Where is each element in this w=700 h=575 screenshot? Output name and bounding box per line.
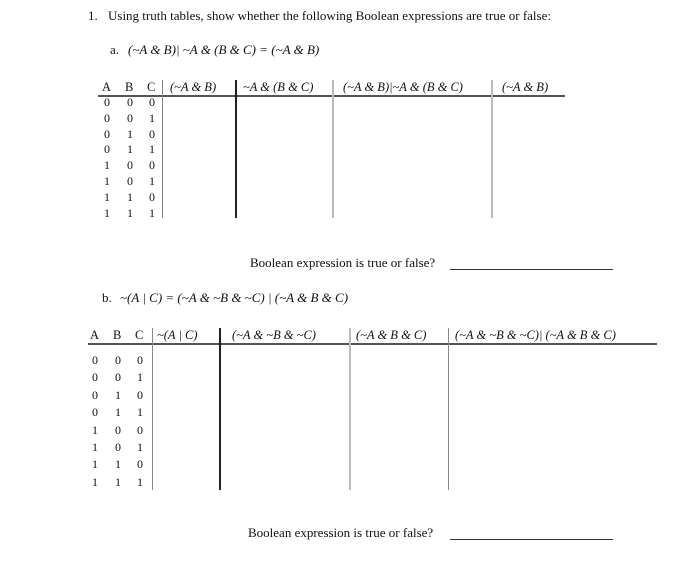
truth-value-cell: 1 [137,440,143,454]
truth-value-cell: 0 [92,387,98,402]
truth-value-cell: 1 [137,370,143,385]
truth-value-cell: 1 [92,422,98,437]
column-divider [219,328,221,490]
truth-value-cell: 0 [92,405,98,420]
truth-value-cell: 0 [115,353,121,367]
truth-value-cell: 1 [104,189,110,204]
header-c: C [147,80,156,94]
header-b: B [113,328,122,342]
truth-value-cell: 1 [149,174,155,188]
truth-value-cell: 0 [137,422,143,437]
column-divider [162,80,163,218]
column-divider [332,80,334,218]
truth-value-cell: 1 [92,457,98,472]
truth-value-cell: 0 [115,370,121,385]
truth-value-cell: 1 [104,205,110,220]
part-a-prompt: Boolean expression is true or false? [250,255,436,270]
truth-value-cell: 1 [127,189,133,204]
truth-value-cell: 0 [137,353,143,367]
part-a-expression: (~A & B)| ~A & (B & C) = (~A & B) [128,42,320,57]
truth-value-cell: 0 [137,457,143,472]
truth-value-cell: 1 [115,457,121,472]
part-a-answer-blank[interactable] [450,269,613,270]
truth-value-cell: 0 [104,110,110,125]
truth-value-cell: 1 [149,205,155,220]
truth-value-cell: 1 [104,158,110,173]
question-number: 1. [88,8,98,23]
truth-value-cell: 0 [115,440,121,454]
truth-value-cell: 1 [127,205,133,220]
truth-value-cell: 1 [137,474,143,489]
truth-value-cell: 0 [104,142,110,157]
header-col2: ~A & (B & C) [243,80,314,94]
header-col4: (~A & B) [502,80,549,94]
part-b-prompt: Boolean expression is true or false? [248,525,434,540]
truth-value-cell: 0 [149,126,155,141]
truth-value-cell: 0 [127,95,133,109]
truth-value-cell: 0 [127,174,133,188]
truth-value-cell: 1 [149,142,155,157]
truth-value-cell: 1 [137,405,143,420]
header-b: B [125,80,134,94]
truth-value-cell: 1 [104,174,110,188]
truth-value-cell: 1 [115,405,121,420]
question-text: Using truth tables, show whether the following Boolean expressions are true or false: [108,8,551,23]
truth-value-cell: 0 [149,189,155,204]
column-divider [448,328,449,490]
truth-value-cell: 1 [92,440,98,454]
truth-value-cell: 0 [104,126,110,141]
header-a: A [102,80,112,94]
header-col3: (~A & B & C) [356,328,427,342]
column-divider [349,328,351,490]
truth-value-cell: 1 [127,126,133,141]
part-b-answer-blank[interactable] [450,539,613,540]
header-col1: (~A & B) [170,80,217,94]
part-b-expression: ~(A | C) = (~A & ~B & ~C) | (~A & B & C) [120,290,349,305]
truth-value-cell: 0 [149,158,155,173]
truth-value-cell: 1 [115,387,121,402]
truth-value-cell: 1 [115,474,121,489]
header-col4: (~A & ~B & ~C)| (~A & B & C) [455,328,616,342]
truth-value-cell: 0 [92,370,98,385]
header-col1: ~(A | C) [157,328,198,342]
part-b-label: b. [102,290,112,305]
truth-value-cell: 1 [127,142,133,157]
truth-value-cell: 0 [127,110,133,125]
column-divider [235,80,237,218]
column-divider [152,328,153,490]
truth-value-cell: 0 [127,158,133,173]
part-a-label: a. [110,42,120,57]
header-rule [88,343,657,345]
truth-value-cell: 0 [115,422,121,437]
header-col3: (~A & B)|~A & (B & C) [343,80,463,94]
header-c: C [135,328,144,342]
truth-value-cell: 0 [149,95,155,109]
header-a: A [90,328,100,342]
column-divider [491,80,493,218]
header-col2: (~A & ~B & ~C) [232,328,316,342]
truth-value-cell: 0 [104,95,110,109]
truth-value-cell: 1 [92,474,98,489]
truth-value-cell: 0 [92,353,98,367]
truth-value-cell: 0 [137,387,143,402]
truth-value-cell: 1 [149,110,155,125]
